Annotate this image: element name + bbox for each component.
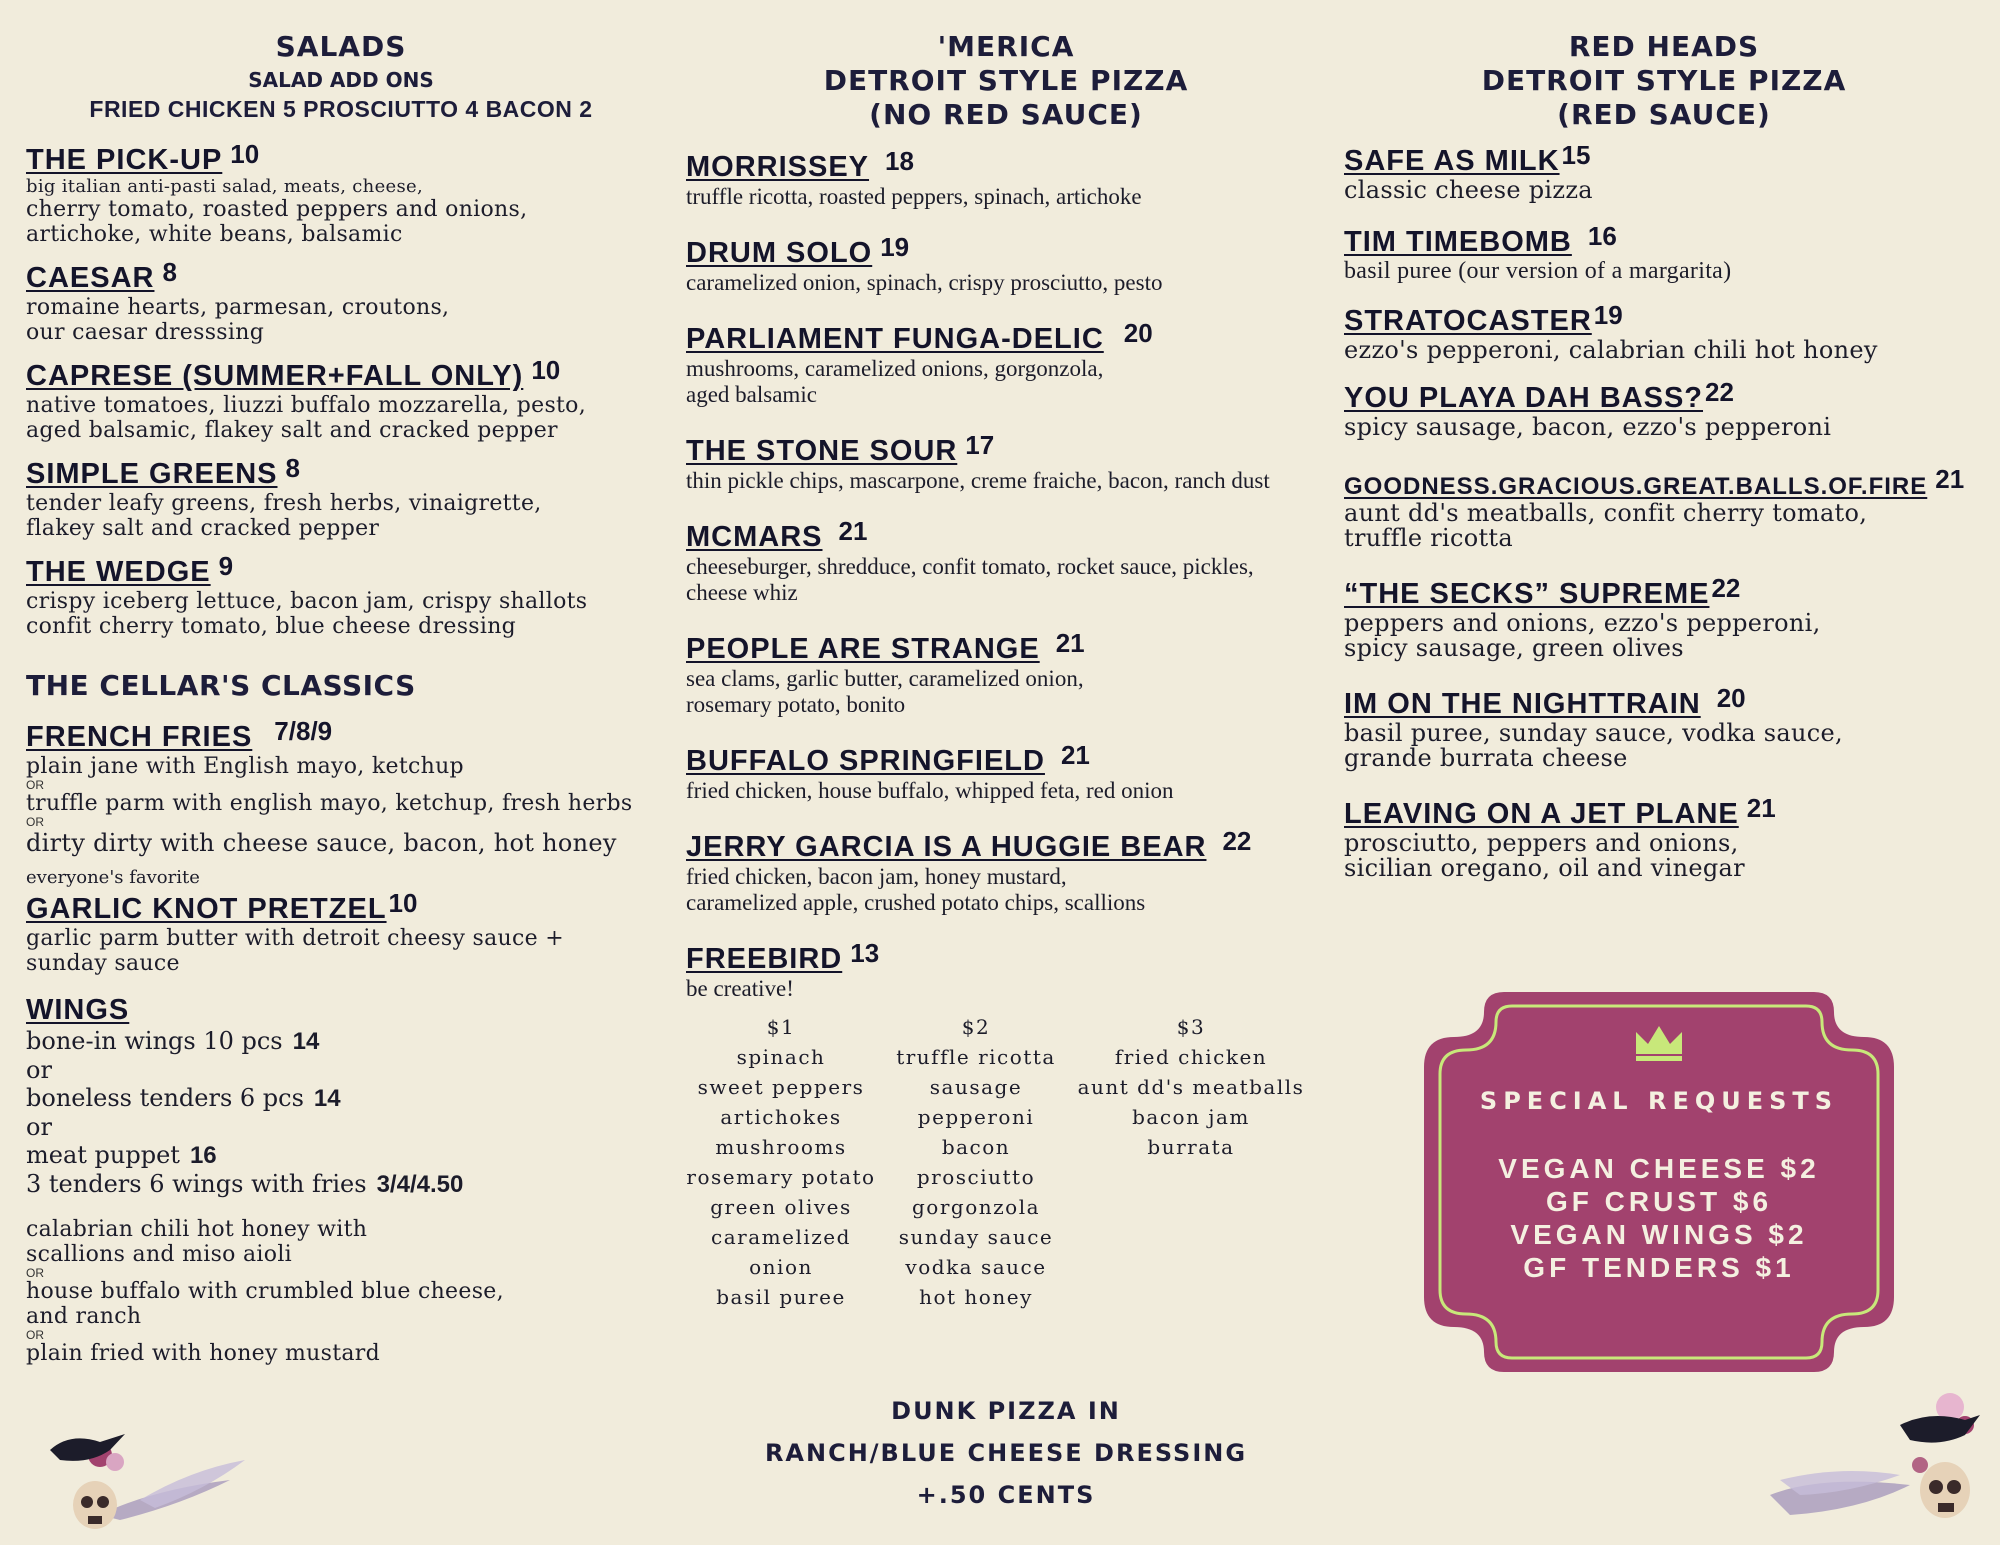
topping: pepperoni: [917, 1105, 1035, 1129]
wings-sauce: house buffalo with crumbled blue cheese,: [26, 1279, 504, 1304]
item-name: STRATOCASTER: [1344, 305, 1592, 337]
topping: fried chicken: [1114, 1045, 1268, 1069]
item-name: CAESAR: [26, 262, 155, 294]
wings-option: [26, 1027, 656, 1056]
item-name: WINGS: [26, 994, 130, 1026]
item-desc: fried chicken, bacon jam, honey mustard,: [686, 864, 1067, 889]
item-name: CAPRESE (SUMMER+FALL ONLY): [26, 360, 524, 392]
item-name: BUFFALO SPRINGFIELD: [686, 745, 1045, 777]
item-desc: big italian anti-pasti salad, meats, cheese,: [26, 176, 423, 197]
wings-option-label: boneless tenders 6 pcs: [26, 1084, 304, 1112]
topping: gorgonzola: [911, 1195, 1041, 1219]
salad-addons: FRIED CHICKEN 5 PROSCIUTTO 4 BACON 2: [89, 96, 593, 122]
item-desc: basil puree, sunday sauce, vodka sauce,: [1344, 719, 1843, 747]
wings-option: [26, 1170, 656, 1199]
merica-sauce-note: (NO RED SAUCE): [869, 98, 1143, 131]
item-price: 22: [1222, 826, 1252, 856]
menu-item-you-playa-dah-bass: [1344, 377, 1984, 440]
wings-option-label: meat puppet: [26, 1141, 180, 1169]
wings-option-price: 14: [313, 1085, 341, 1112]
menu-item-buffalo-springfield: [686, 740, 1326, 804]
item-name: FREEBIRD: [686, 943, 843, 975]
item-name: SIMPLE GREENS: [26, 458, 278, 490]
item-name: PEOPLE ARE STRANGE: [686, 633, 1040, 665]
item-price: 8: [285, 453, 300, 483]
topping: burrata: [1147, 1135, 1235, 1159]
item-name: MORRISSEY: [686, 151, 870, 183]
wings-option-price: 14: [292, 1028, 320, 1055]
item-desc: aged balsamic: [686, 382, 817, 407]
redheads-column: [1344, 30, 1984, 891]
fries-option: dirty dirty with cheese sauce, bacon, hot honey: [26, 829, 617, 857]
wings-option-price: 3/4/4.50: [376, 1171, 464, 1198]
fries-option: plain jane with English mayo, ketchup: [26, 754, 464, 779]
merica-title: 'MERICA: [937, 30, 1075, 63]
topping: green olives: [710, 1195, 852, 1219]
menu-item-french-fries: [26, 716, 656, 858]
item-name: YOU PLAYA DAH BASS?: [1344, 382, 1704, 414]
item-desc: cheese whiz: [686, 580, 798, 605]
wings-option-price: 16: [189, 1142, 217, 1169]
menu-item-wings: [26, 994, 656, 1366]
special-requests-badge: [1424, 992, 1894, 1372]
wings-sauce: plain fried with honey mustard: [26, 1341, 380, 1366]
menu-item-stratocaster: [1344, 300, 1984, 363]
item-desc: fried chicken, house buffalo, whipped feta, red onion: [686, 778, 1174, 803]
item-desc: confit cherry tomato, blue cheese dressing: [26, 614, 517, 639]
redheads-title: RED HEADS: [1568, 30, 1760, 63]
item-price: 21: [838, 516, 868, 546]
item-price: 15: [1561, 140, 1591, 170]
item-desc: spicy sausage, green olives: [1344, 634, 1684, 662]
dunk-line: RANCH/BLUE CHEESE DRESSING: [764, 1439, 1248, 1467]
item-desc: spicy sausage, bacon, ezzo's pepperoni: [1344, 413, 1832, 441]
menu-item-leaving-on-a-jet-plane: [1344, 793, 1984, 881]
item-desc: crispy iceberg lettuce, bacon jam, crispy shallots: [26, 589, 588, 614]
wings-option-label: 3 tenders 6 wings with fries: [26, 1170, 367, 1198]
item-desc: sicilian oregano, oil and vinegar: [1344, 854, 1745, 882]
topping: caramelized onion: [711, 1225, 851, 1279]
special-requests-list: [1424, 1152, 1894, 1284]
item-price: 18: [885, 146, 914, 176]
item-name: LEAVING ON A JET PLANE: [1344, 798, 1739, 830]
item-price: 22: [1711, 573, 1741, 603]
item-price: 22: [1705, 377, 1734, 407]
wings-sauce: and ranch: [26, 1304, 142, 1329]
topping: mushrooms: [715, 1135, 847, 1159]
item-price: 8: [162, 257, 177, 287]
menu-item-morrissey: [686, 146, 1326, 210]
topping: rosemary potato: [686, 1165, 876, 1189]
item-name: DRUM SOLO: [686, 237, 873, 269]
topping: vodka sauce: [905, 1255, 1047, 1279]
item-desc: be creative!: [686, 976, 794, 1001]
menu-item-pick-up: [26, 139, 656, 247]
menu-item-caprese: [26, 355, 656, 443]
special-requests-title: SPECIAL REQUESTS: [1479, 1087, 1839, 1115]
item-name: MCMARS: [686, 521, 823, 553]
item-name: THE WEDGE: [26, 556, 211, 588]
topping: bacon: [941, 1135, 1011, 1159]
menu-item-people-are-strange: [686, 628, 1326, 718]
topping: aunt dd's meatballs: [1077, 1075, 1305, 1099]
or-word: or: [26, 1113, 52, 1141]
topping-price: $2: [961, 1015, 991, 1039]
topping: sweet peppers: [697, 1075, 865, 1099]
topping-column-1: [686, 1012, 876, 1312]
special-request: VEGAN CHEESE $2: [1498, 1153, 1820, 1184]
topping: sunday sauce: [898, 1225, 1054, 1249]
wings-option-label: bone-in wings 10 pcs: [26, 1027, 283, 1055]
item-desc: tender leafy greens, fresh herbs, vinaigrette,: [26, 491, 542, 516]
item-price: 21: [1746, 793, 1776, 823]
wings-sauce: calabrian chili hot honey with: [26, 1217, 368, 1242]
item-desc: grande burrata cheese: [1344, 744, 1628, 772]
item-price: 20: [1123, 318, 1153, 348]
menu-item-caesar: [26, 257, 656, 345]
item-price: 17: [965, 430, 995, 460]
menu-item-goodness-gracious: [1344, 464, 1984, 551]
item-price: 19: [1593, 300, 1623, 330]
item-desc: native tomatoes, liuzzi buffalo mozzarella, pesto,: [26, 393, 587, 418]
item-desc: caramelized onion, spinach, crispy prosciutto, pesto: [686, 270, 1163, 295]
topping-column-2: [876, 1012, 1076, 1312]
skull-crow-decoration-icon: [1760, 1385, 1990, 1535]
item-desc: garlic parm butter with detroit cheesy sauce +: [26, 926, 564, 951]
item-desc: romaine hearts, parmesan, croutons,: [26, 295, 450, 320]
menu-item-the-secks-supreme: [1344, 573, 1984, 661]
special-request: GF TENDERS $1: [1523, 1252, 1795, 1283]
menu-item-drum-solo: [686, 232, 1326, 296]
redheads-sauce-note: (RED SAUCE): [1557, 98, 1771, 131]
or-label: OR: [26, 1328, 44, 1342]
item-price: 10: [531, 355, 561, 385]
freebird-toppings: [686, 1012, 1326, 1312]
wings-sauce: scallions and miso aioli: [26, 1242, 292, 1267]
special-request: GF CRUST $6: [1545, 1186, 1773, 1217]
menu-item-tim-timebomb: [1344, 221, 1984, 284]
or-label: OR: [26, 1266, 44, 1280]
dunk-note: [686, 1390, 1326, 1516]
item-price: 21: [1935, 464, 1965, 494]
item-name: TIM TIMEBOMB: [1344, 226, 1572, 258]
or-label: OR: [26, 815, 44, 829]
topping: bacon jam: [1132, 1105, 1250, 1129]
menu-item-wedge: [26, 551, 656, 639]
item-price: 20: [1716, 683, 1746, 713]
dunk-line: DUNK PIZZA IN: [891, 1397, 1121, 1425]
merica-column: [686, 30, 1326, 1334]
menu-item-garlic-knot-pretzel: [26, 888, 656, 976]
item-desc: our caesar dresssing: [26, 320, 265, 345]
item-desc: rosemary potato, bonito: [686, 692, 906, 717]
item-price: 10: [388, 888, 418, 918]
menu-item-safe-as-milk: [1344, 140, 1984, 203]
item-name: GOODNESS.GRACIOUS.GREAT.BALLS.OF.FIRE: [1344, 473, 1928, 500]
item-desc: sea clams, garlic butter, caramelized onion,: [686, 666, 1084, 691]
item-name: JERRY GARCIA IS A HUGGIE BEAR: [686, 831, 1207, 863]
item-name: PARLIAMENT FUNGA-DELIC: [686, 323, 1104, 355]
topping: sausage: [929, 1075, 1023, 1099]
item-price: 21: [1055, 628, 1085, 658]
topping: hot honey: [919, 1285, 1033, 1309]
menu-item-simple-greens: [26, 453, 656, 541]
item-desc: aged balsamic, flakey salt and cracked pepper: [26, 418, 558, 443]
item-desc: basil puree (our version of a margarita): [1344, 258, 1732, 284]
item-desc: truffle ricotta: [1344, 524, 1513, 552]
item-desc: artichoke, white beans, balsamic: [26, 222, 403, 247]
topping: spinach: [736, 1045, 826, 1069]
dunk-line: +.50 CENTS: [916, 1481, 1096, 1509]
topping-price: $1: [766, 1015, 796, 1039]
menu-item-stone-sour: [686, 430, 1326, 494]
item-price: 13: [850, 938, 880, 968]
item-price: 7/8/9: [274, 716, 333, 746]
favorite-note: everyone's favorite: [26, 867, 200, 888]
item-price: 19: [880, 232, 910, 262]
salads-column: [26, 30, 656, 1376]
topping: truffle ricotta: [896, 1045, 1056, 1069]
item-desc: mushrooms, caramelized onions, gorgonzola,: [686, 356, 1104, 381]
item-desc: peppers and onions, ezzo's pepperoni,: [1344, 609, 1821, 637]
item-desc: aunt dd's meatballs, confit cherry tomato,: [1344, 499, 1868, 527]
or-label: OR: [26, 778, 44, 792]
item-name: THE STONE SOUR: [686, 435, 958, 467]
topping: prosciutto: [916, 1165, 1036, 1189]
special-request: VEGAN WINGS $2: [1510, 1219, 1808, 1250]
merica-subtitle: DETROIT STYLE PIZZA: [823, 64, 1189, 97]
item-name: “THE SECKS” SUPREME: [1344, 578, 1710, 610]
classics-title: THE CELLAR'S CLASSICS: [26, 669, 416, 702]
item-name: FRENCH FRIES: [26, 721, 253, 753]
menu-item-im-on-the-nighttrain: [1344, 683, 1984, 771]
item-desc: flakey salt and cracked pepper: [26, 516, 380, 541]
topping: basil puree: [716, 1285, 846, 1309]
item-desc: truffle ricotta, roasted peppers, spinach, artichoke: [686, 184, 1142, 209]
skull-crow-decoration-icon: [30, 1420, 250, 1535]
item-name: GARLIC KNOT PRETZEL: [26, 893, 387, 925]
item-desc: caramelized apple, crushed potato chips, scallions: [686, 890, 1146, 915]
menu-item-parliament-funga-delic: [686, 318, 1326, 408]
topping-column-3: [1076, 1012, 1306, 1312]
item-desc: cheeseburger, shredduce, confit tomato, rocket sauce, pickles,: [686, 554, 1254, 579]
topping-price: $3: [1176, 1015, 1206, 1039]
menu-item-jerry-garcia: [686, 826, 1326, 916]
item-price: 10: [230, 139, 260, 169]
item-price: 21: [1060, 740, 1090, 770]
menu-item-mcmars: [686, 516, 1326, 606]
wings-option: [26, 1084, 656, 1113]
item-name: IM ON THE NIGHTTRAIN: [1344, 688, 1701, 720]
item-desc: sunday sauce: [26, 951, 180, 976]
item-desc: prosciutto, peppers and onions,: [1344, 829, 1739, 857]
or-word: or: [26, 1056, 52, 1084]
redheads-subtitle: DETROIT STYLE PIZZA: [1481, 64, 1847, 97]
item-price: 9: [218, 551, 234, 581]
item-desc: classic cheese pizza: [1344, 176, 1593, 204]
item-desc: ezzo's pepperoni, calabrian chili hot honey: [1344, 336, 1878, 364]
item-price: 16: [1587, 221, 1617, 251]
item-desc: cherry tomato, roasted peppers and onions,: [26, 197, 528, 222]
item-name: THE PICK-UP: [26, 144, 223, 176]
wings-option: [26, 1141, 656, 1170]
topping: artichokes: [720, 1105, 842, 1129]
item-desc: thin pickle chips, mascarpone, creme fraiche, bacon, ranch dust: [686, 468, 1270, 493]
salad-addons-title: SALAD ADD ONS: [248, 68, 434, 92]
fries-option: truffle parm with english mayo, ketchup, fresh herbs: [26, 791, 633, 816]
salads-title: SALADS: [275, 30, 407, 63]
menu-item-freebird: [686, 938, 1326, 1312]
item-name: SAFE AS MILK: [1344, 145, 1560, 177]
